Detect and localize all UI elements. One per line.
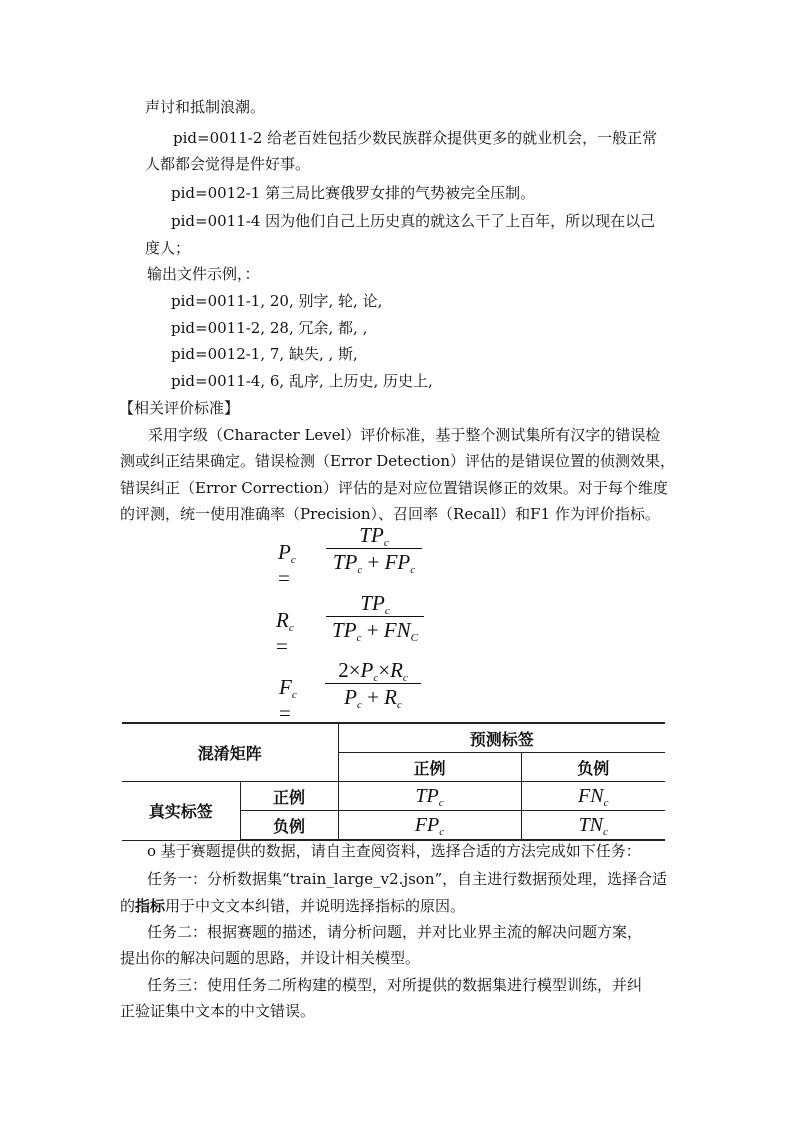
bold-keyword: 指标 bbox=[135, 897, 166, 915]
text-line: 人都都会觉得是件好事。 bbox=[145, 155, 311, 173]
text-line: 正验证集中文本的中文错误。 bbox=[120, 1002, 316, 1020]
tn-cell: $TN_c$ bbox=[521, 811, 665, 841]
text-line: pid=0011-1, 20, 别字, 轮, 论, bbox=[171, 292, 383, 310]
fp-cell: $FP_c$ bbox=[338, 811, 521, 841]
text-line: 任务一：分析数据集“train_large_v2.json”，自主进行数据预处理，选择合适 bbox=[147, 870, 668, 888]
text-line: 任务三：使用任务二所构建的模型，对所提供的数据集进行模型训练，并纠 bbox=[147, 976, 643, 994]
text-line: 错误纠正（Error Correction）评估的是对应位置错误修正的效果。对于每个维度 bbox=[120, 479, 668, 497]
text-line: pid=0011-2, 28, 冗余, 都, , bbox=[171, 319, 368, 337]
tp-cell: $TP_c$ bbox=[338, 782, 521, 811]
corner-header: 混淆矩阵 bbox=[122, 723, 338, 782]
text-line: 输出文件示例，： bbox=[147, 265, 260, 283]
text-line: pid=0011-2 给老百姓包括少数民族群众提供更多的就业机会，一般正常 bbox=[173, 129, 658, 147]
text-line: pid=0012-1 第三局比赛俄罗女排的气势被完全压制。 bbox=[171, 184, 536, 202]
predicted-negative-header: 负例 bbox=[521, 753, 665, 782]
text-line: pid=0011-4, 6, 乱序, 上历史, 历史上, bbox=[171, 372, 433, 390]
true-label-header: 真实标签 bbox=[122, 782, 240, 841]
text-line: 提出你的解决问题的思路，并设计相关模型。 bbox=[120, 949, 421, 967]
text-line: pid=0012-1, 7, 缺失, , 斯, bbox=[171, 345, 358, 363]
section-heading: 【相关评价标准】 bbox=[119, 399, 240, 417]
text-line: 采用字级（Character Level）评价标准，基于整个测试集所有汉字的错误检 bbox=[148, 426, 661, 444]
true-negative-header: 负例 bbox=[240, 811, 338, 841]
text-line: 的评测，统一使用准确率（Precision）、召回率（Recall）和F1 作为评价指标。 bbox=[120, 505, 660, 523]
text-line: 测或纠正结果确定。错误检测（Error Detection）评估的是错误位置的侦测效果， bbox=[120, 452, 675, 470]
fn-cell: $FN_c$ bbox=[521, 782, 665, 811]
confusion-matrix-table bbox=[122, 722, 665, 841]
text-line: 的指标用于中文文本纠错，并说明选择指标的原因。 bbox=[120, 897, 466, 915]
text-line: 任务二：根据赛题的描述，请分析问题，并对比业界主流的解决问题方案， bbox=[147, 923, 643, 941]
text-line: o 基于赛题提供的数据，请自主查阅资料，选择合适的方法完成如下任务： bbox=[147, 842, 641, 860]
predicted-positive-header: 正例 bbox=[338, 753, 521, 782]
predicted-label-header: 预测标签 bbox=[338, 723, 665, 753]
text-line: 声讨和抵制浪潮。 bbox=[145, 98, 266, 116]
text-line: 度人； bbox=[145, 239, 191, 257]
true-positive-header: 正例 bbox=[240, 782, 338, 811]
text-line: pid=0011-4 因为他们自己上历史真的就这么干了上百年，所以现在以己 bbox=[171, 212, 656, 230]
